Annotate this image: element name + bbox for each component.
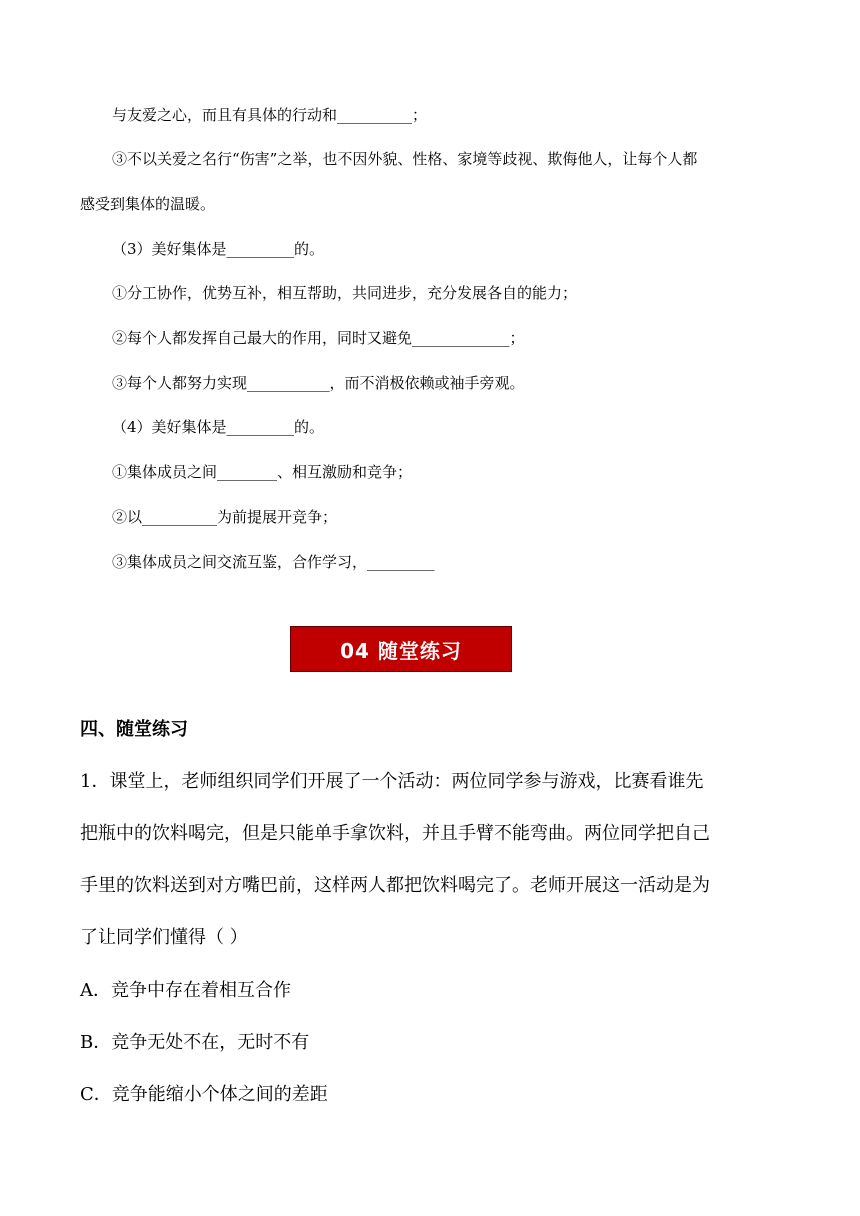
answer-option-b: B．竞争无处不在，无时不有 xyxy=(80,1032,310,1053)
answer-option-c: C．竞争能缩小个体之间的差距 xyxy=(80,1084,328,1105)
text-line: ③不以关爱之名行“伤害”之举，也不因外貌、性格、家境等歧视、欺侮他人，让每个人都 xyxy=(112,150,698,168)
text-line: ①集体成员之间________、相互激励和竞争； xyxy=(112,463,413,481)
text-line: ①分工协作，优势互补，相互帮助，共同进步，充分发展各自的能力； xyxy=(112,284,578,302)
section-banner xyxy=(290,626,512,672)
text-line: ③每个人都努力实现___________，而不消极依赖或袖手旁观。 xyxy=(112,374,525,392)
section-banner-label: 04 随堂练习 xyxy=(340,638,462,663)
text-line: 感受到集体的温暖。 xyxy=(80,195,216,213)
text-line: （4）美好集体是_________的。 xyxy=(112,418,325,436)
text-line: 与友爱之心，而且有具体的行动和__________； xyxy=(112,106,428,124)
question-text: 了让同学们懂得（ ） xyxy=(80,927,248,948)
section-heading: 四、随堂练习 xyxy=(80,719,188,740)
answer-option-a: A．竞争中存在着相互合作 xyxy=(80,980,291,1001)
text-line: （3）美好集体是_________的。 xyxy=(112,240,325,258)
text-line: ③集体成员之间交流互鉴，合作学习，_________ xyxy=(112,553,435,571)
question-text: 把瓶中的饮料喝完，但是只能单手拿饮料，并且手臂不能弯曲。两位同学把自己 xyxy=(80,823,710,844)
question-text: 1．课堂上，老师组织同学们开展了一个活动：两位同学参与游戏，比赛看谁先 xyxy=(80,771,704,792)
text-line: ②以__________为前提展开竞争； xyxy=(112,508,338,526)
text-line: ②每个人都发挥自己最大的作用，同时又避免_____________； xyxy=(112,329,525,347)
question-text: 手里的饮料送到对方嘴巴前，这样两人都把饮料喝完了。老师开展这一活动是为 xyxy=(80,875,710,896)
